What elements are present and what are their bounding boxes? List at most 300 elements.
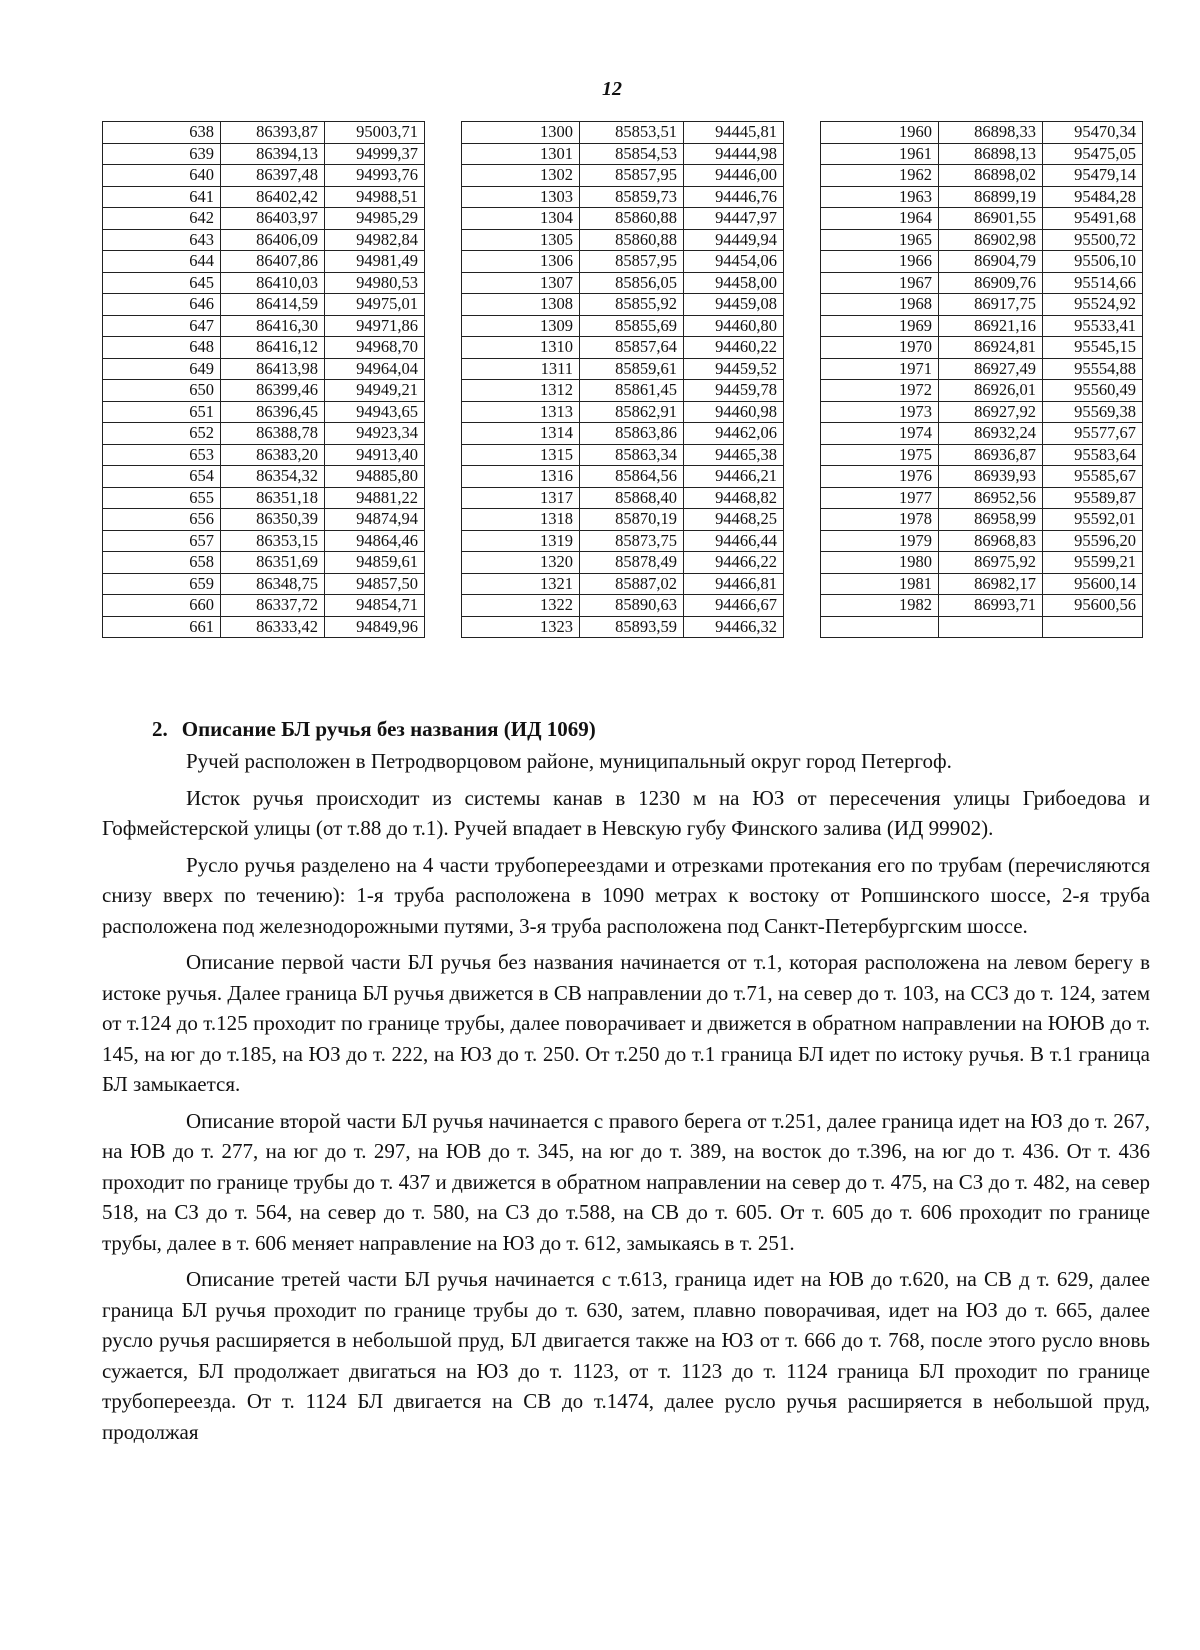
y-coordinate-cell: 94874,94 bbox=[325, 509, 425, 531]
table-row bbox=[462, 186, 784, 208]
table-row bbox=[103, 122, 425, 144]
point-number-cell: 639 bbox=[103, 143, 221, 165]
x-coordinate-cell: 85861,45 bbox=[580, 380, 684, 402]
table-row bbox=[821, 208, 1143, 230]
table-row bbox=[821, 616, 1143, 638]
table-row bbox=[821, 401, 1143, 423]
y-coordinate-cell: 94881,22 bbox=[325, 487, 425, 509]
x-coordinate-cell: 86939,93 bbox=[939, 466, 1043, 488]
point-number-cell: 1976 bbox=[821, 466, 939, 488]
x-coordinate-cell: 85855,69 bbox=[580, 315, 684, 337]
x-coordinate-cell: 86406,09 bbox=[221, 229, 325, 251]
y-coordinate-cell: 94449,94 bbox=[684, 229, 784, 251]
point-number-cell: 658 bbox=[103, 552, 221, 574]
table-row bbox=[462, 616, 784, 638]
x-coordinate-cell: 86333,42 bbox=[221, 616, 325, 638]
table-row bbox=[462, 122, 784, 144]
point-number-cell: 1302 bbox=[462, 165, 580, 187]
x-coordinate-cell: 86901,55 bbox=[939, 208, 1043, 230]
y-coordinate-cell: 94460,80 bbox=[684, 315, 784, 337]
y-coordinate-cell: 94468,25 bbox=[684, 509, 784, 531]
point-number-cell: 1967 bbox=[821, 272, 939, 294]
point-number-cell: 654 bbox=[103, 466, 221, 488]
x-coordinate-cell: 86898,33 bbox=[939, 122, 1043, 144]
table-row bbox=[821, 444, 1143, 466]
point-number-cell: 1319 bbox=[462, 530, 580, 552]
x-coordinate-cell: 86968,83 bbox=[939, 530, 1043, 552]
point-number-cell: 646 bbox=[103, 294, 221, 316]
x-coordinate-cell: 85890,63 bbox=[580, 595, 684, 617]
point-number-cell: 660 bbox=[103, 595, 221, 617]
table-row bbox=[462, 530, 784, 552]
table-row bbox=[821, 294, 1143, 316]
table-row bbox=[821, 143, 1143, 165]
y-coordinate-cell: 94968,70 bbox=[325, 337, 425, 359]
table-row bbox=[103, 444, 425, 466]
table-row bbox=[103, 294, 425, 316]
table-row bbox=[103, 573, 425, 595]
point-number-cell: 1974 bbox=[821, 423, 939, 445]
y-coordinate-cell: 94993,76 bbox=[325, 165, 425, 187]
point-number-cell: 661 bbox=[103, 616, 221, 638]
y-coordinate-cell: 95524,92 bbox=[1043, 294, 1143, 316]
x-coordinate-cell: 85878,49 bbox=[580, 552, 684, 574]
point-number-cell: 1973 bbox=[821, 401, 939, 423]
y-coordinate-cell: 94444,98 bbox=[684, 143, 784, 165]
y-coordinate-cell: 94466,22 bbox=[684, 552, 784, 574]
table-row bbox=[103, 423, 425, 445]
point-number-cell: 1965 bbox=[821, 229, 939, 251]
section-description bbox=[102, 715, 1150, 1447]
x-coordinate-cell: 86909,76 bbox=[939, 272, 1043, 294]
y-coordinate-cell: 94980,53 bbox=[325, 272, 425, 294]
x-coordinate-cell: 86402,42 bbox=[221, 186, 325, 208]
table-row bbox=[103, 251, 425, 273]
x-coordinate-cell: 86898,13 bbox=[939, 143, 1043, 165]
x-coordinate-cell bbox=[939, 616, 1043, 638]
table-row bbox=[103, 487, 425, 509]
x-coordinate-cell: 85864,56 bbox=[580, 466, 684, 488]
x-coordinate-cell: 85857,95 bbox=[580, 251, 684, 273]
y-coordinate-cell: 95545,15 bbox=[1043, 337, 1143, 359]
y-coordinate-cell: 95484,28 bbox=[1043, 186, 1143, 208]
table-row bbox=[103, 530, 425, 552]
table-row bbox=[103, 616, 425, 638]
y-coordinate-cell: 95589,87 bbox=[1043, 487, 1143, 509]
y-coordinate-cell: 95560,49 bbox=[1043, 380, 1143, 402]
point-number-cell: 1320 bbox=[462, 552, 580, 574]
x-coordinate-cell: 86927,49 bbox=[939, 358, 1043, 380]
point-number-cell: 645 bbox=[103, 272, 221, 294]
section-title: Описание БЛ ручья без названия (ИД 1069) bbox=[181, 717, 596, 741]
y-coordinate-cell: 94466,81 bbox=[684, 573, 784, 595]
point-number-cell: 638 bbox=[103, 122, 221, 144]
point-number-cell: 651 bbox=[103, 401, 221, 423]
y-coordinate-cell: 95470,34 bbox=[1043, 122, 1143, 144]
y-coordinate-cell: 95533,41 bbox=[1043, 315, 1143, 337]
y-coordinate-cell: 95596,20 bbox=[1043, 530, 1143, 552]
point-number-cell bbox=[821, 616, 939, 638]
table-row bbox=[462, 337, 784, 359]
point-number-cell: 1972 bbox=[821, 380, 939, 402]
point-number-cell: 1966 bbox=[821, 251, 939, 273]
y-coordinate-cell: 95600,56 bbox=[1043, 595, 1143, 617]
x-coordinate-cell: 86898,02 bbox=[939, 165, 1043, 187]
x-coordinate-cell: 86348,75 bbox=[221, 573, 325, 595]
point-number-cell: 648 bbox=[103, 337, 221, 359]
table-row bbox=[821, 595, 1143, 617]
table-row bbox=[462, 487, 784, 509]
x-coordinate-cell: 86416,12 bbox=[221, 337, 325, 359]
table-row bbox=[103, 229, 425, 251]
table-row bbox=[821, 552, 1143, 574]
table-row bbox=[103, 165, 425, 187]
point-number-cell: 1977 bbox=[821, 487, 939, 509]
y-coordinate-cell: 95500,72 bbox=[1043, 229, 1143, 251]
point-number-cell: 1317 bbox=[462, 487, 580, 509]
x-coordinate-cell: 85862,91 bbox=[580, 401, 684, 423]
point-number-cell: 1304 bbox=[462, 208, 580, 230]
point-number-cell: 1981 bbox=[821, 573, 939, 595]
y-coordinate-cell: 94459,52 bbox=[684, 358, 784, 380]
x-coordinate-cell: 86902,98 bbox=[939, 229, 1043, 251]
x-coordinate-cell: 86975,92 bbox=[939, 552, 1043, 574]
x-coordinate-cell: 85857,64 bbox=[580, 337, 684, 359]
table-row bbox=[462, 272, 784, 294]
point-number-cell: 644 bbox=[103, 251, 221, 273]
point-number-cell: 1306 bbox=[462, 251, 580, 273]
y-coordinate-cell: 94864,46 bbox=[325, 530, 425, 552]
y-coordinate-cell: 94445,81 bbox=[684, 122, 784, 144]
y-coordinate-cell: 94975,01 bbox=[325, 294, 425, 316]
x-coordinate-cell: 86932,24 bbox=[939, 423, 1043, 445]
y-coordinate-cell: 94465,38 bbox=[684, 444, 784, 466]
y-coordinate-cell: 94460,98 bbox=[684, 401, 784, 423]
x-coordinate-cell: 85873,75 bbox=[580, 530, 684, 552]
table-row bbox=[462, 552, 784, 574]
x-coordinate-cell: 86337,72 bbox=[221, 595, 325, 617]
table-row bbox=[462, 466, 784, 488]
y-coordinate-cell: 94446,76 bbox=[684, 186, 784, 208]
table-row bbox=[821, 530, 1143, 552]
x-coordinate-cell: 86410,03 bbox=[221, 272, 325, 294]
y-coordinate-cell: 95506,10 bbox=[1043, 251, 1143, 273]
y-coordinate-cell: 94459,08 bbox=[684, 294, 784, 316]
y-coordinate-cell: 94857,50 bbox=[325, 573, 425, 595]
x-coordinate-cell: 85868,40 bbox=[580, 487, 684, 509]
y-coordinate-cell bbox=[1043, 616, 1143, 638]
x-coordinate-cell: 85859,73 bbox=[580, 186, 684, 208]
y-coordinate-cell: 95583,64 bbox=[1043, 444, 1143, 466]
y-coordinate-cell: 94446,00 bbox=[684, 165, 784, 187]
y-coordinate-cell: 94949,21 bbox=[325, 380, 425, 402]
point-number-cell: 643 bbox=[103, 229, 221, 251]
coordinates-table-2 bbox=[461, 121, 784, 638]
section-heading bbox=[152, 715, 1150, 744]
point-number-cell: 1303 bbox=[462, 186, 580, 208]
y-coordinate-cell: 95003,71 bbox=[325, 122, 425, 144]
y-coordinate-cell: 95475,05 bbox=[1043, 143, 1143, 165]
table-row bbox=[821, 509, 1143, 531]
y-coordinate-cell: 94885,80 bbox=[325, 466, 425, 488]
y-coordinate-cell: 94988,51 bbox=[325, 186, 425, 208]
table-row bbox=[103, 401, 425, 423]
x-coordinate-cell: 86927,92 bbox=[939, 401, 1043, 423]
table-row bbox=[821, 380, 1143, 402]
y-coordinate-cell: 94458,00 bbox=[684, 272, 784, 294]
table-row bbox=[462, 294, 784, 316]
y-coordinate-cell: 94999,37 bbox=[325, 143, 425, 165]
paragraph: Описание первой части БЛ ручья без названия начинается от т.1, которая расположена на левом берегу в истоке ручья. Далее граница БЛ ручья движется в СВ направлении до т.71, на север до т. 103, на ССЗ до т. 124, затем от т.124 до т.125 проходит по границе трубы, далее поворачивает и движется в обратном направлении на ЮЮВ до т. 145, на юг до т.185, на ЮЗ до т. 222, на ЮЗ до т. 250. От т.250 до т.1 граница БЛ идет по истоку ручья. В т.1 граница БЛ замыкается. bbox=[102, 950, 1150, 1096]
point-number-cell: 1315 bbox=[462, 444, 580, 466]
point-number-cell: 1964 bbox=[821, 208, 939, 230]
x-coordinate-cell: 86416,30 bbox=[221, 315, 325, 337]
x-coordinate-cell: 86413,98 bbox=[221, 358, 325, 380]
table-row bbox=[821, 272, 1143, 294]
x-coordinate-cell: 85860,88 bbox=[580, 208, 684, 230]
point-number-cell: 650 bbox=[103, 380, 221, 402]
point-number-cell: 640 bbox=[103, 165, 221, 187]
page-number: 12 bbox=[602, 78, 622, 100]
table-row bbox=[821, 229, 1143, 251]
table-row bbox=[821, 358, 1143, 380]
table-row bbox=[103, 337, 425, 359]
table-row bbox=[103, 509, 425, 531]
point-number-cell: 1308 bbox=[462, 294, 580, 316]
table-row bbox=[821, 186, 1143, 208]
paragraph: Исток ручья происходит из системы канав в 1230 м на ЮЗ от пересечения улицы Грибоедова и Гофмейстерской улицы (от т.88 до т.1). Ручей впадает в Невскую губу Финского залива (ИД 99902). bbox=[102, 785, 1150, 840]
paragraph: Русло ручья разделено на 4 части трубопереездами и отрезками протекания его по трубам (перечисляются снизу вверх по течению): 1-я труба расположена в 1090 метрах к востоку от Ропшинского шоссе, 2-я труба расположена под железнодорожными путями, 3-я труба расположена под Санкт-Петербургским шоссе. bbox=[102, 852, 1150, 938]
point-number-cell: 642 bbox=[103, 208, 221, 230]
x-coordinate-cell: 86982,17 bbox=[939, 573, 1043, 595]
table-row bbox=[462, 165, 784, 187]
x-coordinate-cell: 86899,19 bbox=[939, 186, 1043, 208]
table-row bbox=[821, 122, 1143, 144]
x-coordinate-cell: 85870,19 bbox=[580, 509, 684, 531]
x-coordinate-cell: 86396,45 bbox=[221, 401, 325, 423]
y-coordinate-cell: 94459,78 bbox=[684, 380, 784, 402]
x-coordinate-cell: 86921,16 bbox=[939, 315, 1043, 337]
table-row bbox=[462, 423, 784, 445]
table-row bbox=[462, 229, 784, 251]
y-coordinate-cell: 94982,84 bbox=[325, 229, 425, 251]
point-number-cell: 1961 bbox=[821, 143, 939, 165]
table-row bbox=[462, 595, 784, 617]
table-row bbox=[462, 358, 784, 380]
point-number-cell: 647 bbox=[103, 315, 221, 337]
point-number-cell: 1971 bbox=[821, 358, 939, 380]
y-coordinate-cell: 94447,97 bbox=[684, 208, 784, 230]
x-coordinate-cell: 85855,92 bbox=[580, 294, 684, 316]
x-coordinate-cell: 86403,97 bbox=[221, 208, 325, 230]
y-coordinate-cell: 94985,29 bbox=[325, 208, 425, 230]
x-coordinate-cell: 86936,87 bbox=[939, 444, 1043, 466]
point-number-cell: 1312 bbox=[462, 380, 580, 402]
table-row bbox=[103, 595, 425, 617]
point-number-cell: 659 bbox=[103, 573, 221, 595]
point-number-cell: 1316 bbox=[462, 466, 580, 488]
x-coordinate-cell: 86924,81 bbox=[939, 337, 1043, 359]
y-coordinate-cell: 94913,40 bbox=[325, 444, 425, 466]
point-number-cell: 1982 bbox=[821, 595, 939, 617]
table-row bbox=[103, 272, 425, 294]
point-number-cell: 1300 bbox=[462, 122, 580, 144]
x-coordinate-cell: 85893,59 bbox=[580, 616, 684, 638]
point-number-cell: 1314 bbox=[462, 423, 580, 445]
point-number-cell: 1979 bbox=[821, 530, 939, 552]
x-coordinate-cell: 86353,15 bbox=[221, 530, 325, 552]
y-coordinate-cell: 94466,21 bbox=[684, 466, 784, 488]
table-row bbox=[821, 315, 1143, 337]
y-coordinate-cell: 94964,04 bbox=[325, 358, 425, 380]
table-row bbox=[821, 423, 1143, 445]
table-row bbox=[821, 487, 1143, 509]
y-coordinate-cell: 94468,82 bbox=[684, 487, 784, 509]
y-coordinate-cell: 94923,34 bbox=[325, 423, 425, 445]
y-coordinate-cell: 94460,22 bbox=[684, 337, 784, 359]
table-row bbox=[462, 143, 784, 165]
table-row bbox=[462, 315, 784, 337]
point-number-cell: 1970 bbox=[821, 337, 939, 359]
coordinates-table-3 bbox=[820, 121, 1143, 638]
x-coordinate-cell: 86351,18 bbox=[221, 487, 325, 509]
table-row bbox=[103, 552, 425, 574]
point-number-cell: 657 bbox=[103, 530, 221, 552]
table-row bbox=[462, 509, 784, 531]
x-coordinate-cell: 86354,32 bbox=[221, 466, 325, 488]
y-coordinate-cell: 94849,96 bbox=[325, 616, 425, 638]
y-coordinate-cell: 95479,14 bbox=[1043, 165, 1143, 187]
point-number-cell: 1962 bbox=[821, 165, 939, 187]
x-coordinate-cell: 85859,61 bbox=[580, 358, 684, 380]
x-coordinate-cell: 85856,05 bbox=[580, 272, 684, 294]
table-row bbox=[821, 573, 1143, 595]
point-number-cell: 1969 bbox=[821, 315, 939, 337]
x-coordinate-cell: 86393,87 bbox=[221, 122, 325, 144]
table-row bbox=[103, 358, 425, 380]
y-coordinate-cell: 95599,21 bbox=[1043, 552, 1143, 574]
x-coordinate-cell: 85863,86 bbox=[580, 423, 684, 445]
x-coordinate-cell: 86351,69 bbox=[221, 552, 325, 574]
y-coordinate-cell: 95585,67 bbox=[1043, 466, 1143, 488]
point-number-cell: 655 bbox=[103, 487, 221, 509]
paragraph: Ручей расположен в Петродворцовом районе, муниципальный округ город Петергоф. bbox=[186, 749, 952, 773]
y-coordinate-cell: 95491,68 bbox=[1043, 208, 1143, 230]
x-coordinate-cell: 86926,01 bbox=[939, 380, 1043, 402]
x-coordinate-cell: 86397,48 bbox=[221, 165, 325, 187]
point-number-cell: 1975 bbox=[821, 444, 939, 466]
x-coordinate-cell: 86383,20 bbox=[221, 444, 325, 466]
y-coordinate-cell: 95514,66 bbox=[1043, 272, 1143, 294]
y-coordinate-cell: 94454,06 bbox=[684, 251, 784, 273]
table-row bbox=[462, 401, 784, 423]
table-row bbox=[103, 208, 425, 230]
x-coordinate-cell: 86350,39 bbox=[221, 509, 325, 531]
point-number-cell: 1307 bbox=[462, 272, 580, 294]
point-number-cell: 1321 bbox=[462, 573, 580, 595]
point-number-cell: 1968 bbox=[821, 294, 939, 316]
y-coordinate-cell: 94943,65 bbox=[325, 401, 425, 423]
table-row bbox=[462, 251, 784, 273]
point-number-cell: 1322 bbox=[462, 595, 580, 617]
table-row bbox=[103, 380, 425, 402]
point-number-cell: 1978 bbox=[821, 509, 939, 531]
point-number-cell: 1301 bbox=[462, 143, 580, 165]
point-number-cell: 641 bbox=[103, 186, 221, 208]
table-row bbox=[821, 251, 1143, 273]
x-coordinate-cell: 86414,59 bbox=[221, 294, 325, 316]
table-row bbox=[821, 466, 1143, 488]
table-row bbox=[103, 143, 425, 165]
x-coordinate-cell: 86388,78 bbox=[221, 423, 325, 445]
y-coordinate-cell: 95592,01 bbox=[1043, 509, 1143, 531]
y-coordinate-cell: 94466,32 bbox=[684, 616, 784, 638]
paragraph: Описание второй части БЛ ручья начинается с правого берега от т.251, далее граница идет на ЮЗ до т. 267, на ЮВ до т. 277, на юг до т. 297, на ЮВ до т. 345, на юг до т. 389, на восток до т.396, на юг до т. 436. От т. 436 проходит по границе трубы до т. 437 и движется в обратном направлении на север до т. 475, на СЗ до т. 482, на север 518, на СЗ до т. 564, на север до т. 580, на СЗ до т.588, на СВ до т. 605. От т. 605 до т. 606 проходит по границе трубы, далее в т. 606 меняет направление на ЮЗ до т. 612, замыкаясь в т. 251. bbox=[102, 1108, 1150, 1255]
x-coordinate-cell: 86952,56 bbox=[939, 487, 1043, 509]
y-coordinate-cell: 94466,67 bbox=[684, 595, 784, 617]
x-coordinate-cell: 86407,86 bbox=[221, 251, 325, 273]
point-number-cell: 652 bbox=[103, 423, 221, 445]
x-coordinate-cell: 86394,13 bbox=[221, 143, 325, 165]
coordinates-table-1 bbox=[102, 121, 425, 638]
point-number-cell: 1318 bbox=[462, 509, 580, 531]
table-row bbox=[821, 165, 1143, 187]
table-row bbox=[462, 444, 784, 466]
paragraph: Описание третей части БЛ ручья начинается с т.613, граница идет на ЮВ до т.620, на СВ д т. 629, далее граница БЛ ручья проходит по границе трубы до т. 630, затем, плавно поворачивая, идет на ЮЗ до т. 665, далее русло ручья расширяется в небольшой пруд, БЛ двигается также на ЮЗ от т. 666 до т. 768, после этого русло вновь сужается, БЛ продолжает двигаться на ЮЗ до т. 1123, от т. 1123 до т. 1124 граница БЛ проходит по границе трубопереезда. От т. 1124 БЛ двигается на СВ до т.1474, далее русло ручья расширяется в небольшой пруд, продолжая bbox=[102, 1267, 1150, 1444]
table-row bbox=[462, 573, 784, 595]
point-number-cell: 1323 bbox=[462, 616, 580, 638]
x-coordinate-cell: 86904,79 bbox=[939, 251, 1043, 273]
table-row bbox=[821, 337, 1143, 359]
table-row bbox=[103, 315, 425, 337]
point-number-cell: 653 bbox=[103, 444, 221, 466]
point-number-cell: 649 bbox=[103, 358, 221, 380]
point-number-cell: 1311 bbox=[462, 358, 580, 380]
point-number-cell: 1313 bbox=[462, 401, 580, 423]
y-coordinate-cell: 95577,67 bbox=[1043, 423, 1143, 445]
x-coordinate-cell: 85854,53 bbox=[580, 143, 684, 165]
y-coordinate-cell: 94859,61 bbox=[325, 552, 425, 574]
table-row bbox=[103, 186, 425, 208]
x-coordinate-cell: 85863,34 bbox=[580, 444, 684, 466]
point-number-cell: 1980 bbox=[821, 552, 939, 574]
x-coordinate-cell: 86399,46 bbox=[221, 380, 325, 402]
point-number-cell: 1305 bbox=[462, 229, 580, 251]
x-coordinate-cell: 86917,75 bbox=[939, 294, 1043, 316]
y-coordinate-cell: 94854,71 bbox=[325, 595, 425, 617]
y-coordinate-cell: 95600,14 bbox=[1043, 573, 1143, 595]
x-coordinate-cell: 85860,88 bbox=[580, 229, 684, 251]
y-coordinate-cell: 95569,38 bbox=[1043, 401, 1143, 423]
section-number: 2. bbox=[152, 717, 168, 741]
y-coordinate-cell: 94462,06 bbox=[684, 423, 784, 445]
x-coordinate-cell: 85853,51 bbox=[580, 122, 684, 144]
x-coordinate-cell: 85857,95 bbox=[580, 165, 684, 187]
table-row bbox=[462, 380, 784, 402]
point-number-cell: 1963 bbox=[821, 186, 939, 208]
y-coordinate-cell: 94981,49 bbox=[325, 251, 425, 273]
point-number-cell: 1960 bbox=[821, 122, 939, 144]
point-number-cell: 1309 bbox=[462, 315, 580, 337]
point-number-cell: 1310 bbox=[462, 337, 580, 359]
y-coordinate-cell: 95554,88 bbox=[1043, 358, 1143, 380]
y-coordinate-cell: 94466,44 bbox=[684, 530, 784, 552]
table-row bbox=[103, 466, 425, 488]
x-coordinate-cell: 86958,99 bbox=[939, 509, 1043, 531]
x-coordinate-cell: 86993,71 bbox=[939, 595, 1043, 617]
table-row bbox=[462, 208, 784, 230]
x-coordinate-cell: 85887,02 bbox=[580, 573, 684, 595]
